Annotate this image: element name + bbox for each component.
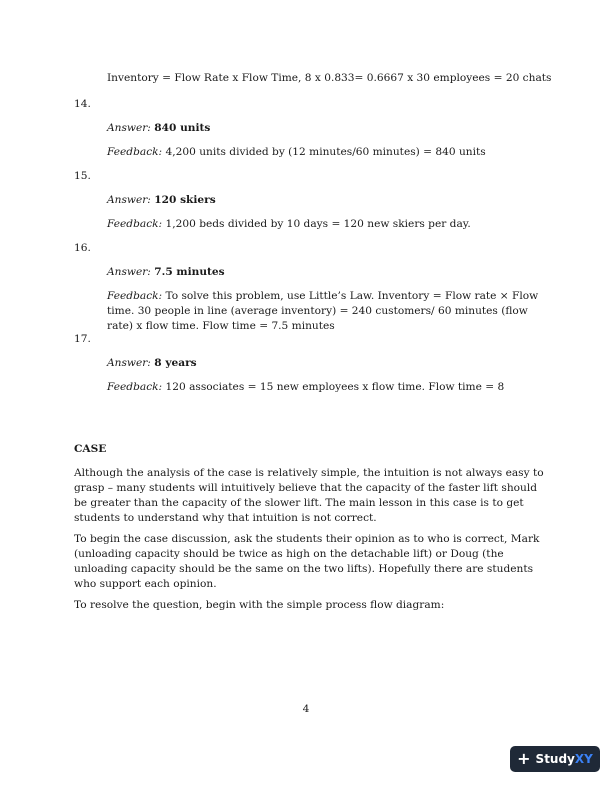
feedback-text: 4,200 units divided by (12 minutes/60 minutes) = 840 units — [165, 146, 486, 158]
brand-name: StudyXY — [535, 751, 593, 766]
answer-line — [107, 265, 577, 280]
answer-value: 120 skiers — [154, 194, 216, 206]
plus-icon: + — [517, 749, 531, 768]
feedback-line — [107, 217, 547, 232]
intro-line: Inventory = Flow Rate x Flow Time, 8 x 0.833= 0.6667 x 30 employees = 20 chats — [107, 72, 552, 84]
case-heading: CASE — [74, 443, 107, 455]
answer-line — [107, 121, 577, 136]
answer-line — [107, 356, 577, 371]
feedback-line — [107, 289, 547, 334]
feedback-prefix: Feedback: — [107, 218, 163, 230]
answer-value: 8 years — [154, 357, 197, 369]
question-number: 16. — [74, 242, 91, 254]
feedback-line — [107, 145, 547, 160]
question-number: 17. — [74, 333, 91, 345]
answer-value: 840 units — [154, 122, 211, 134]
studyxy-badge[interactable] — [510, 746, 600, 772]
answer-prefix: Answer: — [107, 122, 151, 134]
feedback-prefix: Feedback: — [107, 290, 163, 302]
feedback-text: 1,200 beds divided by 10 days = 120 new skiers per day. — [165, 218, 471, 230]
case-paragraph: To resolve the question, begin with the simple process flow diagram: — [74, 599, 445, 611]
question-number: 15. — [74, 170, 91, 182]
feedback-text: To solve this problem, use Little’s Law. Inventory = Flow rate × Flow time. 30 people in line (average inventory) = 240 customers/ 60 minutes (flow rate) x flow time. Flow time = 7.5 minutes — [107, 290, 539, 332]
feedback-text: 120 associates = 15 new employees x flow time. Flow time = 8 — [165, 381, 505, 393]
answer-prefix: Answer: — [107, 194, 151, 206]
page-number: 4 — [302, 703, 310, 715]
answer-value: 7.5 minutes — [154, 266, 225, 278]
case-paragraph: To begin the case discussion, ask the students their opinion as to who is correct, Mark (unloading capacity should be twice as high on the detachable lift) or Doug (the unloading capacity should be the same on the two lifts). Hopefully there are students who support each opinion. — [74, 533, 540, 590]
feedback-prefix: Feedback: — [107, 146, 163, 158]
feedback-line — [107, 380, 547, 395]
question-number: 14. — [74, 98, 91, 110]
answer-line — [107, 193, 577, 208]
answer-prefix: Answer: — [107, 357, 151, 369]
feedback-prefix: Feedback: — [107, 381, 163, 393]
case-paragraph: Although the analysis of the case is relatively simple, the intuition is not always easy to grasp – many students will intuitively believe that the capacity of the faster lift should be greater than the capacity of the slower lift. The main lesson in this case is to get students to understand why that intuition is not correct. — [74, 467, 544, 524]
answer-prefix: Answer: — [107, 266, 151, 278]
